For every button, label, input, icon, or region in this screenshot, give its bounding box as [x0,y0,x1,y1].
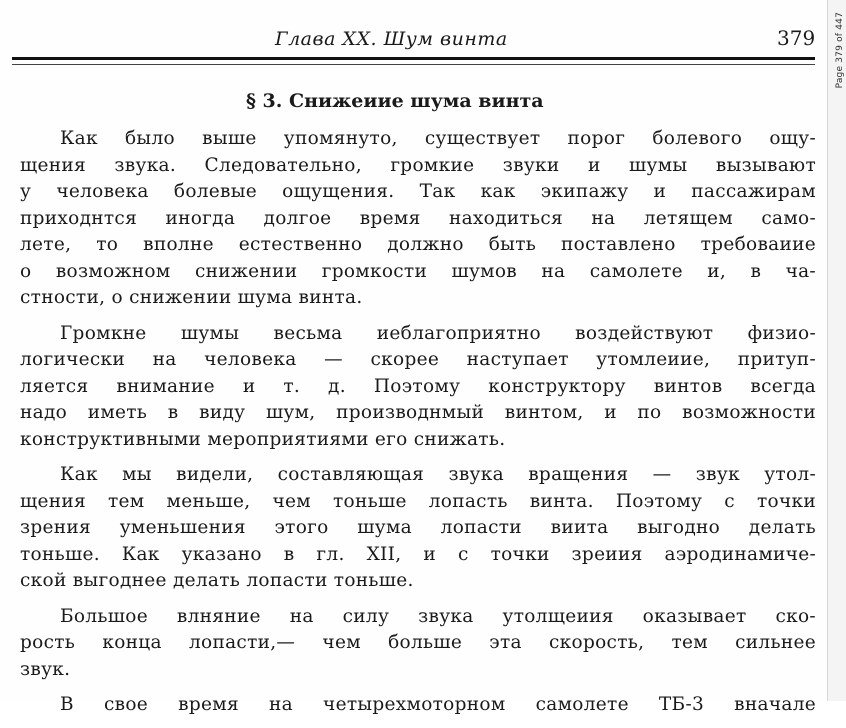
text-line: приходнтся иногда долгое время находиться на летящем само- [20,207,816,229]
text-line: стности, о снижении шума винта. [20,287,363,308]
paragraph [20,692,816,719]
text-line: Как мы видели, составляющая звука вращения — звук утол- [60,464,816,485]
running-head: Глава XX. Шум винта [275,28,508,50]
text-line: ской выгоднее делать лопасти тоньше. [20,570,414,591]
header-rule-thick [12,57,815,60]
paragraph [20,462,816,595]
page-indicator: Page 379 of 447 [835,12,845,89]
text-line: логически на человека — скорее наступает утомлеиие, притуп- [20,349,816,370]
text-line: надо иметь в виду шум, производнмый винтом, и по возможности [20,402,816,423]
text-line: конструктивными мероприятиями его снижать. [20,428,506,450]
text-line: тоньше. Как указано в гл. XII, и с точки зреиия аэродинамиче- [20,543,816,565]
text-line: Большое влняние на силу звука утолщеиия оказывает ско- [60,605,816,627]
viewer-side-strip [827,0,846,701]
text-line: щения тем меньше, чем тоньше лопасть винта. Поэтому с точки [20,490,816,512]
text-line: щения звука. Следовательно, громкие звуки и шумы вызывают [20,154,816,176]
header-rule-thin [12,64,815,65]
text-line: Как было выше упомянуто, существует порог болевого ощу- [60,128,816,149]
text-line: у человека болевые ощущения. Так как экипажу и пассажирам [20,181,816,202]
paragraph [20,126,816,312]
page-number: 379 [777,26,816,50]
body-text [20,126,816,728]
section-title: § 3. Снижеиие шума винта [246,90,544,112]
text-line: лете, то вполне естественно должно быть поставлено требоваиие [20,234,816,255]
text-line: Громкне шумы весьма иеблагоприятно воздействуют физио- [60,322,816,344]
text-line: о возможном снижении громкости шумов на самолете и, в ча- [20,260,816,282]
text-line: рость конца лопасти,— чем больше эта скорость, тем сильнее [20,632,816,653]
text-line: В свое время на четырехмоторном самолете ТБ-3 вначале [60,694,816,715]
text-line: зрения уменьшения этого шума лопасти виита выгодно делать [20,517,816,538]
text-line: ляется внимание и т. д. Поэтому конструктору винтов всегда [20,375,816,397]
paragraph [20,604,816,684]
paragraph [20,321,816,454]
text-line: звук. [20,658,71,680]
